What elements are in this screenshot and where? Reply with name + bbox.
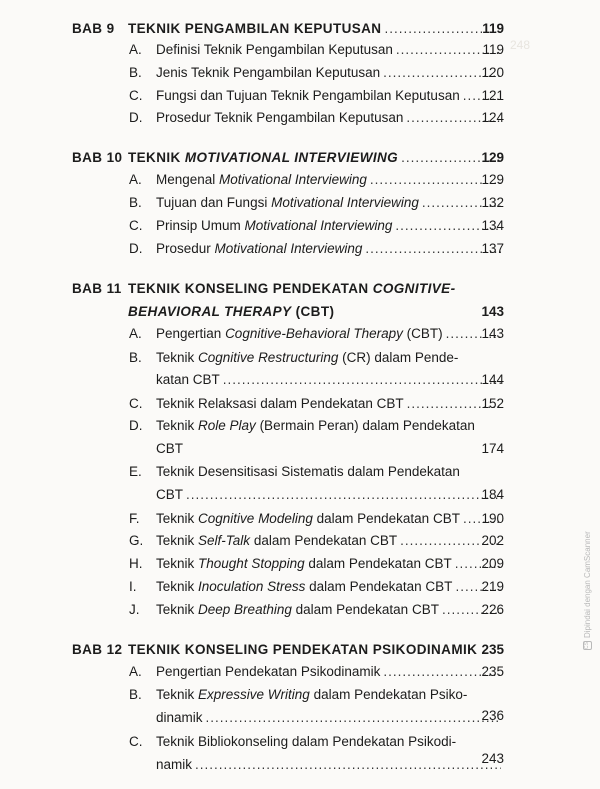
entry-title: Teknik [156,511,199,526]
chapter-title-italic: MOTIVATIONAL INTERVIEWING [184,150,399,165]
chapter-10-heading [72,149,504,167]
entry-title-suffix: dalam Pendekatan CBT [291,602,439,617]
entry-title: Teknik Relaksasi dalam Pendekatan CBT [156,396,404,411]
camscanner-logo-icon: CS [584,642,590,649]
entry-title-suffix: (Bermain Peran) dalam Pendekatan [255,418,475,433]
entry-title-italic: Expressive Writing [198,687,310,702]
entry-letter: C. [129,88,143,103]
page-number: 143 [481,304,504,319]
leader-dots [206,709,501,727]
entry-letter: B. [129,65,142,80]
entry-letter: I. [129,579,137,594]
entry-title: Teknik [156,350,199,365]
toc-entry [129,578,504,596]
entry-title: Teknik [156,533,199,548]
toc-entry [129,733,504,751]
entry-letter: A. [129,172,142,187]
entry-title: Tujuan dan Fungsi [156,195,272,210]
toc-entry-continuation [156,371,504,389]
entry-title: Jenis Teknik Pengambilan Keputusan [156,65,381,80]
entry-letter: C. [129,396,143,411]
entry-title-suffix: dalam Pendekatan CBT [312,511,460,526]
chapter-number: BAB 12 [72,642,123,657]
toc-entry [129,395,504,413]
entry-title-italic: Motivational Interviewing [271,195,419,210]
page-number: 219 [481,579,504,594]
page-number: 129 [481,150,504,165]
page-number: 144 [481,372,504,387]
page-number: 120 [481,65,504,80]
entry-title-cont: CBT [156,487,183,502]
watermark-text: Dipindai dengan CamScanner [583,531,592,638]
entry-title-suffix: dalam Pendekatan CBT [250,533,398,548]
toc-entry-continuation [156,756,504,774]
page-number: 243 [481,751,504,766]
entry-title-suffix: (CBT) [402,326,443,341]
chapter-number: BAB 11 [72,281,122,296]
chapter-title-prefix: TEKNIK KONSELING PENDEKATAN [128,281,373,296]
entry-title-italic: Motivational Interviewing [219,172,367,187]
toc-entry [129,171,504,189]
toc-entry [129,240,504,258]
page-number: 129 [481,172,504,187]
toc-entry [129,532,504,550]
entry-title: Pengertian Pendekatan Psikodinamik [156,664,381,679]
chapter-number: BAB 10 [72,150,123,165]
entry-title: Prinsip Umum [156,218,245,233]
toc-entry [129,217,504,235]
entry-letter: D. [129,241,143,256]
entry-letter: B. [129,687,142,702]
entry-title: Teknik [156,602,199,617]
entry-letter: H. [129,556,143,571]
chapter-title-italic: BEHAVIORAL THERAPY [128,304,292,319]
page-number: 202 [481,533,504,548]
entry-title: Pengertian [156,326,226,341]
entry-title: Teknik [156,579,199,594]
page-number: 137 [481,241,504,256]
entry-title: Mengenal [156,172,220,187]
toc-entry [129,417,504,435]
page-number: 226 [481,602,504,617]
entry-letter: D. [129,110,143,125]
page-number: 235 [481,642,504,657]
entry-title-cont: CBT [156,441,183,456]
toc-entry [129,325,504,343]
entry-title-suffix: (CR) dalam Pende- [338,350,459,365]
entry-title-cont: katan CBT [156,372,220,387]
entry-letter: D. [129,418,143,433]
page-number: 132 [481,195,504,210]
entry-letter: E. [129,464,142,479]
entry-letter: B. [129,195,142,210]
entry-title-italic: Cognitive Modeling [198,511,313,526]
entry-letter: A. [129,326,142,341]
show-through: 248 [510,38,531,52]
entry-letter: J. [129,602,140,617]
entry-title: Fungsi dan Tujuan Teknik Pengambilan Keputusan [156,88,460,103]
chapter-9-heading [72,20,504,38]
entry-letter: A. [129,664,142,679]
chapter-title: TEKNIK PENGAMBILAN KEPUTUSAN [128,21,382,36]
entry-title-suffix: dalam Pendekatan Psiko- [309,687,468,702]
entry-title: Teknik [156,556,199,571]
entry-title-italic: Deep Breathing [198,602,292,617]
chapter-title-suffix: (CBT) [291,304,335,319]
toc-entry [129,601,504,619]
entry-title: Teknik Desensitisasi Sistematis dalam Pendekatan [156,464,460,479]
page-number: 236 [481,708,504,723]
leader-dots [223,371,501,389]
page-number: 190 [481,511,504,526]
leader-dots [186,486,501,504]
chapter-title-prefix: TEKNIK [128,150,185,165]
page-number: 174 [481,441,504,456]
scanner-watermark [583,531,592,650]
entry-title-italic: Self-Talk [198,533,251,548]
page-number: 121 [481,88,504,103]
toc-entry [129,87,504,105]
page-number: 235 [481,664,504,679]
leader-dots [195,756,501,774]
toc-entry [129,663,504,681]
chapter-title: TEKNIK KONSELING PENDEKATAN PSIKODINAMIK [128,642,478,657]
toc-entry [129,555,504,573]
toc-entry [129,510,504,528]
page-number: 119 [482,21,504,36]
entry-title-suffix: dalam Pendekatan CBT [305,579,453,594]
entry-title-italic: Inoculation Stress [198,579,306,594]
page-number: 209 [481,556,504,571]
page-number: 143 [481,326,504,341]
entry-title-italic: Role Play [198,418,256,433]
entry-title: Teknik Bibliokonseling dalam Pendekatan Psikodi- [156,734,457,749]
entry-letter: B. [129,350,142,365]
entry-title-italic: Motivational Interviewing [214,241,363,256]
page-number: 152 [481,396,504,411]
entry-letter: C. [129,734,143,749]
toc-entry [129,109,504,127]
entry-title-cont: dinamik [156,710,203,725]
toc-entry [129,194,504,212]
entry-title: Prosedur Teknik Pengambilan Keputusan [156,110,404,125]
entry-title-suffix: dalam Pendekatan CBT [304,556,452,571]
entry-title: Definisi Teknik Pengambilan Keputusan [156,42,393,57]
toc-entry [129,463,504,481]
page-number: 134 [481,218,504,233]
toc-entry [129,41,504,59]
entry-letter: C. [129,218,143,233]
chapter-title-italic: COGNITIVE- [372,281,456,296]
chapter-12-heading [72,641,504,659]
entry-title-cont: namik [156,757,193,772]
toc-entry [129,349,504,367]
entry-title-italic: Motivational Interviewing [244,218,393,233]
chapter-number: BAB 9 [72,21,115,36]
toc-entry [129,686,504,704]
entry-letter: A. [129,42,142,57]
toc-entry-continuation [156,486,504,504]
entry-letter: F. [129,511,140,526]
page-number: 124 [481,110,504,125]
toc-entry-continuation [156,440,504,458]
page-number: 119 [482,42,504,57]
entry-letter: G. [129,533,144,548]
page-number: 184 [481,487,504,502]
chapter-11-heading-cont [128,303,504,321]
toc-entry [129,64,504,82]
entry-title: Teknik [156,418,199,433]
toc-entry-continuation [156,709,504,727]
entry-title: Prosedur [156,241,215,256]
entry-title-italic: Thought Stopping [198,556,305,571]
entry-title: Teknik [156,687,199,702]
chapter-11-heading [72,280,504,298]
entry-title-italic: Cognitive Restructuring [198,350,339,365]
entry-title-italic: Cognitive-Behavioral Therapy [225,326,403,341]
